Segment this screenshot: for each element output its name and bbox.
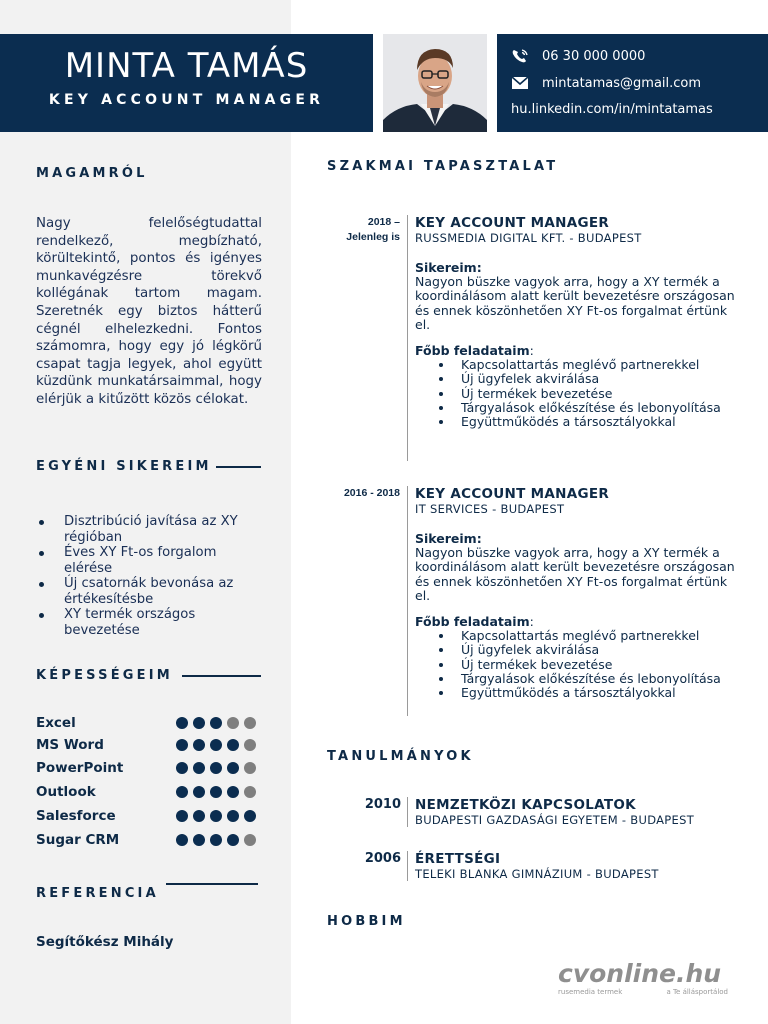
job-company: IT SERVICES - BUDAPEST [415,502,565,516]
job-entry [415,215,745,430]
education-entry [415,851,659,881]
skill-dot-filled [227,762,239,774]
success-item: Disztribúció javítása az XY régióban [36,514,266,545]
skill-rating [176,834,261,846]
skill-rating [176,810,261,822]
contact-phone [511,46,645,66]
skill-dot-empty [244,786,256,798]
contact-linkedin [511,99,713,119]
job-tasks-label-row: Főbb feladataim: [415,614,534,630]
job-timeline-line [407,215,408,461]
job-task: Tárgyalások előkészítése és lebonyolítása [415,672,745,686]
education-year: 2010 [364,797,401,812]
job-success-text: Nagyon büszke vagyok arra, hogy a XY termék a koordinálásom alatt került bevezetésre országosan és ennek köszönhetően XY Ft-os forgalmat értünk el. [415,274,735,332]
contact-email [511,73,701,93]
experience-section-title: SZAKMAI TAPASZTALAT [327,159,559,174]
success-item: XY termék országos bevezetése [36,607,266,638]
job-date-range: 2016 - 2018 [343,487,400,499]
skill-dot-filled [210,810,222,822]
job-date-start: 2018 – [367,216,400,228]
job-task: Tárgyalások előkészítése és lebonyolítása [415,401,745,415]
education-section-title: TANULMÁNYOK [327,749,474,764]
skill-row [36,715,266,733]
skill-rating [176,739,261,751]
skill-row [36,784,266,802]
education-timeline-line [407,797,408,827]
person-name: MINTA TAMÁS [64,46,309,86]
skill-name: Salesforce [36,808,116,824]
skill-name: PowerPoint [36,760,124,776]
education-school: TELEKI BLANKA GIMNÁZIUM - BUDAPEST [415,867,659,881]
job-tasks-list [415,629,745,700]
job-company: RUSSMEDIA DIGITAL KFT. - BUDAPEST [415,231,642,245]
skill-dot-filled [193,786,205,798]
skill-dot-filled [210,739,222,751]
job-task: Együttműködés a társosztályokkal [415,415,745,429]
job-task: Kapcsolattartás meglévő partnerekkel [415,358,745,372]
skill-rating [176,717,261,729]
skill-dot-filled [176,834,188,846]
job-success-label: Sikereim: [415,260,482,275]
job-date [312,215,400,245]
skill-dot-filled [193,739,205,751]
about-section-title: MAGAMRÓL [36,166,148,181]
job-success-label: Sikereim: [415,531,482,546]
person-role: KEY ACCOUNT MANAGER [48,92,325,108]
profile-photo [383,34,487,132]
job-tasks-list [415,358,745,429]
skill-dot-filled [227,810,239,822]
linkedin-url[interactable]: hu.linkedin.com/in/mintatamas [511,101,713,117]
success-title-divider [216,466,261,468]
success-item: Éves XY Ft-os forgalom elérése [36,545,266,576]
cvonline-logo[interactable] [558,960,738,1000]
job-task: Együttműködés a társosztályokkal [415,686,745,700]
skill-dot-empty [244,739,256,751]
about-text: Nagy felelőségtudattal rendelkező, megbízható, körültekintő, pontos és igényes munkavégzésre törekvő kollégának tartom magam. Szeretnék egy biztos hátterű cégnél elhelezkedni. Fontos számomra, hogy egy jó légkörű csapat tagja legyek, ahol együtt küzdünk munkatársaimmal, hogy elérjük a kitűzött közös célokat. [36,216,262,407]
success-item: Új csatornák bevonása az értékesítésbe [36,576,266,607]
skill-row [36,808,266,826]
job-date [312,486,400,501]
email-address[interactable]: mintatamas@gmail.com [542,75,702,91]
hobby-section-title: HOBBIM [327,914,406,929]
reference-section-title: REFERENCIA [36,886,159,901]
skill-dot-filled [227,739,239,751]
success-section-title: EGYÉNI SIKEREIM [36,459,212,474]
skill-row [36,737,266,755]
skill-dot-empty [227,717,239,729]
job-title: KEY ACCOUNT MANAGER [415,215,610,231]
skill-dot-filled [210,786,222,798]
job-task: Új termékek bevezetése [415,387,745,401]
skill-rating [176,786,261,798]
skill-dot-filled [227,834,239,846]
education-school: BUDAPESTI GAZDASÁGI EGYETEM - BUDAPEST [415,813,695,827]
skill-dot-empty [244,762,256,774]
skill-dot-empty [244,717,256,729]
reference-title-divider [166,883,258,885]
skill-row [36,832,266,850]
skill-rating [176,762,261,774]
skill-dot-filled [176,762,188,774]
skill-dot-filled [193,810,205,822]
job-task: Új ügyfelek akvirálása [415,372,745,386]
phone-icon [511,48,529,64]
skill-row [36,760,266,778]
phone-number: 06 30 000 0000 [542,48,646,64]
skill-dot-filled [176,810,188,822]
header-name-block [0,34,373,132]
logo-sub-right: a Te állásportálod [666,988,728,996]
logo-subline [558,988,728,996]
logo-brand: cvonline.hu [558,959,722,988]
job-date-end: Jelenleg is [346,231,400,243]
reference-name: Segítőkész Mihály [36,934,174,950]
skill-dot-filled [210,834,222,846]
skill-dot-filled [193,717,205,729]
job-tasks-label: Főbb feladataim [415,614,530,630]
skill-dot-filled [193,834,205,846]
skill-name: Excel [36,715,76,731]
skill-dot-filled [227,786,239,798]
job-timeline-line [407,486,408,716]
skill-dot-empty [244,834,256,846]
envelope-icon [511,75,529,91]
education-entry [415,797,694,827]
education-title: NEMZETKÖZI KAPCSOLATOK [415,797,636,813]
job-task: Kapcsolattartás meglévő partnerekkel [415,629,745,643]
skill-dot-filled [176,717,188,729]
logo-sub-left: rusemedia termek [558,988,623,996]
skill-dot-filled [193,762,205,774]
job-tasks-label: Főbb feladataim [415,343,530,359]
job-tasks-label-row: Főbb feladataim: [415,343,534,359]
skills-section-title: KÉPESSÉGEIM [36,668,173,683]
skill-name: MS Word [36,737,104,753]
skill-dot-filled [176,739,188,751]
skill-dot-filled [244,810,256,822]
skill-name: Sugar CRM [36,832,120,848]
contact-block [497,34,768,132]
skills-title-divider [182,675,261,677]
success-list [36,514,266,638]
skill-dot-filled [210,717,222,729]
skill-dot-filled [210,762,222,774]
job-task: Új termékek bevezetése [415,658,745,672]
skill-dot-filled [176,786,188,798]
skill-name: Outlook [36,784,96,800]
education-title: ÉRETTSÉGI [415,851,501,867]
job-success-text: Nagyon büszke vagyok arra, hogy a XY termék a koordinálásom alatt került bevezetésre országosan és ennek köszönhetően XY Ft-os forgalmat értünk el. [415,545,735,603]
sidebar-background [0,0,291,1024]
job-title: KEY ACCOUNT MANAGER [415,486,610,502]
education-year: 2006 [364,851,401,866]
profile-photo-illustration [383,34,487,132]
job-entry [415,486,745,701]
education-timeline-line [407,851,408,881]
job-task: Új ügyfelek akvirálása [415,643,745,657]
